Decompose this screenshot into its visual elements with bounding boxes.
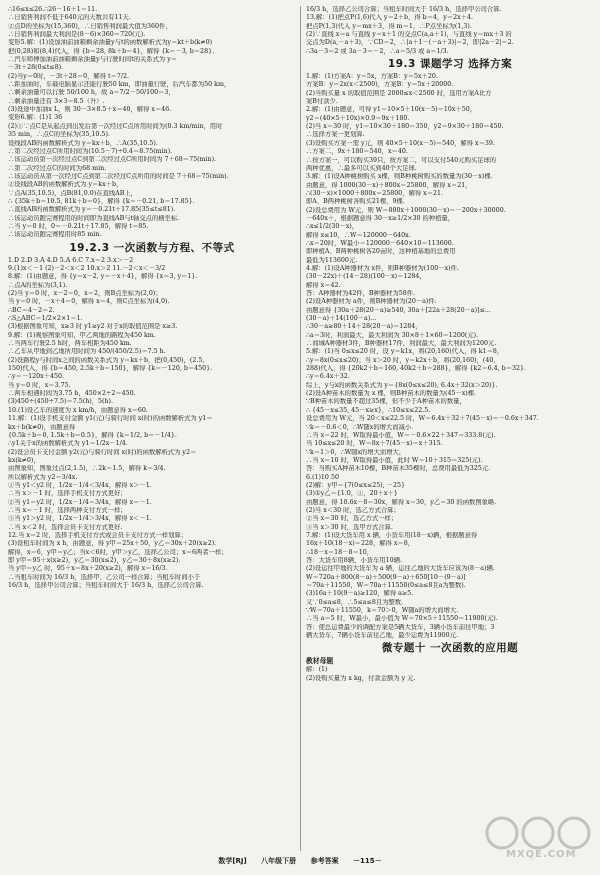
answer-line: ∴当租车时间为 16/3 h，选择甲、乙公司一样合算；当租车时间小于 (8, 573, 201, 581)
answer-line: ②点D的坐标为(15,360)，∴日销售利润最大值为360件， (8, 22, 172, 30)
footer-label: 参考答案 (310, 857, 339, 865)
answer-line: 即 y甲＝95＋x(x≥2)，y乙＝30(x≤2)，y乙＝30＋8x(x≥2). (8, 557, 181, 564)
answer-line: －3t＋28(0≤t≤8). (8, 64, 64, 72)
answer-line: (3)①y乙＝{1.0，①，20＋x＋} (306, 490, 398, 498)
answer-line: ∴当 x＝10 时，W取得最小值，此时 W＝10＋315＝325(元). (306, 456, 483, 464)
answer-line: ∴当 y＝0 时，0＝－0.21t＋17.85，解得 t＝85. (8, 222, 149, 230)
answer-line: 由题意得 {30a＋28(20－a)≥540, 30a＋[22a＋28(20－a)]≤... (306, 306, 491, 314)
answer-line: ∴按方案一，可以购买39只，按方案二，可以支付540元购买足球的 (306, 156, 497, 164)
answer-line: (2)当购买量 x 的取值范围是 2000≤x＜2500 时，选用方案A比方 (306, 89, 492, 97)
answer-line: y2＝(40×5＋10x)×0.9＝9x＋180. (306, 114, 410, 122)
answer-line: 由题意，得 10.6x－8＝30x，解得 x＝30，y乙＝30 的函数图象略. (306, 498, 497, 506)
answer-line: 5.解：(1)当 0≤x≤20 时，设 y＝k1x，将(20,160)代入，得 k1＝8， (306, 348, 504, 356)
answer-line: (2)设A种苗木的数量为 x 棵，则B种苗木的数量为(45－x)棵. (306, 390, 477, 398)
answer-line: ②当 x＝30 时，选乙方式一样； (306, 515, 398, 523)
answer-line: ∴距加油时，车载电脑显示还能行驶50 km，即油量行驶，后汽车都为50 km， (8, 81, 231, 89)
answer-line: ∴两车相遇时间为3.75 h，450×2÷2＝450. (8, 390, 136, 398)
answer-line: (3)设租车时间为 x h，由题意，得 y甲＝25x＋50，y乙＝30x＋20(x≥2). (8, 540, 217, 548)
footer-subject: 数学[RJ] (218, 857, 247, 865)
answer-line: 所以解析式为 y2＝3/4x. (8, 473, 78, 481)
watermark-logo (484, 815, 592, 867)
right-column (306, 6, 594, 683)
answer-line: 10.(1)设乙车的速度为 x km/h，由题意得 x＝60. (8, 406, 148, 414)
answer-line: ∴x≤1/2(30－x)， (306, 223, 359, 231)
answer-line: ∴ {35k＋b＝10.5, 81k＋b＝0}，解得 {k＝－0.21, b＝17.85}. (8, 197, 195, 205)
answer-line: ∴该运动员第一次经过点C到第二次经过点C所用时间为 7＋68＝75(min). (8, 156, 217, 164)
answer-line: (3)设途中加油x L，则 30－3×8.5＋x＝40，解得 x＝46. (8, 106, 172, 114)
answer-line: 150)代入，得 {b＝450, 2.5k＋b＝150}，解得 {k＝－120, b＝450}. (8, 365, 213, 373)
answer-line: 答：A种器材为42件，B种器材为58件. (306, 290, 416, 297)
answer-line: 11.解：(1)设手机支付金额 y1(元)与骑行时间 x(时)的函数解析式为 y1＝ (8, 415, 213, 423)
answer-line: 9.(1)x＜－1 (2)－2＜x＜2 10.x＞2 11.－2＜x＜－3/2 (8, 264, 166, 272)
answer-line: ∴y＝－120x＋450. (8, 373, 65, 381)
answer-line: 1.解：(1)方案A：y＝5x，方案B：y＝5x＋20. (306, 73, 438, 81)
answer-line: (2)当 y＝0 时，x－2＝0，x＝2，则B点坐标为(2,0)； (8, 290, 162, 297)
answer-line: 由图象知，图象过点(2,1.5)，∴2k＝1.5，解得 k＝3/4. (8, 465, 166, 473)
answer-line: ∴当 a＝5 时，W最小，最小值为 W＝70×5＋11550＝11900(元). (306, 615, 498, 623)
answer-line: ∴日销售利润不低于640元的天数共有11天. (8, 14, 131, 22)
answer-line: 答：使总运费最少的调配方案是5辆大货车，3辆小货车前往甲地；3 (306, 623, 495, 631)
answer-line: kx(k≠0)， (8, 456, 40, 464)
answer-line: ∴a＝3时，利润最大，最大利润为 30×8＋1×60＝1200(元). (306, 331, 479, 339)
answer-line: ③当 y1＞y2 时，1/2x－1/4＞3/4x，解得 x＜－1. (8, 515, 152, 523)
answer-line: ③当 x＞30 时，选甲方式合算. (306, 523, 393, 531)
answer-line: (2)设购买量为 x kg，付款金额为 y 元. (306, 674, 416, 682)
answer-line: ∵点A(35,10.5)，点B(81,0.0)在直线AB上， (8, 189, 137, 197)
answer-line: 解：(1) (306, 666, 328, 674)
answer-line: 最低为113600元. (306, 256, 358, 264)
answer-line: 16x＋10(18－x)＝228，解得 x＝8， (306, 540, 415, 548)
left-column (8, 6, 296, 590)
section-title-1923: 19.2.3 一次函数与方程、不等式 (69, 241, 235, 254)
answer-line: 3.解：(1)设A种桃树购买 x棵，则B种桃树购买的数量为(30－x)棵. (306, 173, 493, 181)
answer-line: ∴该运动员从第一次经过C点到第二次经过C点所用的时间是 7＋68＝75(min). (8, 172, 229, 180)
answer-line: 答：当购买A种苗木10棵，B种苗木35棵时，总费用最低为325元. (306, 465, 491, 473)
answer-line: 当 y＝0 时，x＝3.75. (8, 381, 71, 389)
subsection-title: 教材母题 (306, 657, 334, 666)
answer-line: ＝70a＋11550，W＝70a＋11550(0≤a≤8且a为整数). (306, 582, 466, 590)
answer-line: ∴当 x＝－1 时，选择两种支付方式一样； (8, 506, 127, 514)
answer-line: 当 10≤x≤20 时，W＝8x＋7(45－x)＝x＋315. (306, 440, 443, 448)
answer-line: 16/3 h，选择甲公司合算；当租车时间大于 16/3 h，选择乙公司合算. (8, 582, 204, 590)
answer-line: (2)∵直线 x＝a 与直线 y＝x＋1 的交点C(a,a＋1)，与直线 y＝mx＋3 的 (306, 31, 512, 39)
answer-line: －640x＋，根据题意得 30－x≥1/2×30 的种植量， (306, 214, 454, 222)
answer-line: 13.解：(1)把点P(1,6)代入 y＝2＋b，得 b＝4，y＝2x＋4. (306, 14, 474, 22)
answer-line: ∵k＝1＞0，∴W随x的增大而增大， (306, 448, 406, 456)
answer-line: 变形6.解：(1)1 36 (8, 114, 63, 122)
answer-line: 把(0,28)和(8,4)代入，得 {b＝28, 8k＋b＝4}，解得 {k＝－3, b＝28}. (8, 47, 215, 55)
answer-line: ∵W＝70a＋11550，k＝70＞0，W随a的增大而增大. (306, 607, 459, 615)
answer-line: 辆大货车，7辆小货车前往乙地，最少运费为11900元. (306, 632, 458, 640)
answer-line: 6.(1)10 50 (306, 473, 339, 481)
answer-line: ∴(30－x)×1000＋800x＝25800，解得 x＝21. (306, 189, 444, 197)
section-title-193: 19.3 课题学习 选择方案 (387, 58, 513, 71)
answer-line: 案B付款少. (306, 98, 338, 106)
answer-line: 把点P(1,3)代入 y＝mx＋3，得 m＝1，∴P点坐标为(1,3). (306, 22, 472, 30)
answer-line: ②当 y1＝y2 时，1/2x－1/4＝3/4x，解得 x＝－1. (8, 498, 152, 506)
answer-line: 设总费用为 W元，当 20＜x≤22.5 时，W＝6.4x＋32＋7(45－x)＝－0.6x＋347. (306, 415, 539, 423)
answer-line: (2)设A种器材为 a件，则B种器材为(20－a)件. (306, 298, 437, 306)
answer-line: 解得 x≤10，∴W＝120000－640x. (306, 231, 411, 239)
answer-line: 35 min，∴点C的坐标为(35,10.5). (8, 131, 110, 139)
answer-line: ∴当 x＝22 时，W取得最小值，W＝－0.6×22＋347＝333.8(元). (306, 431, 496, 439)
watermark-logo-icon (484, 815, 592, 851)
answer-line: ∴剩余油量还有 3×3＝8.5（升）. (8, 97, 105, 105)
answer-line: 解得，x＝6，y甲＝y乙；当x＜6时，y甲＞y乙，选择乙公司；x＝6两者一样； (8, 548, 228, 556)
answer-line: ∴BC＝4－2＝2. (8, 306, 55, 314)
answer-line: W＝720a＋800(8－a)＋500(9－a)＋650[10－(9－a)] (306, 573, 466, 581)
answer-line: 当 y＝0 时，－x＋4＝0，解得 x＝4，则C点坐标为(4,0). (8, 298, 170, 306)
answer-line: 又∵0≤a≤8，∴5≤a≤8且为整数. (306, 598, 404, 606)
answer-line: ∴乙车从甲地到乙地所用时间为 450/(450/2.5)＝7.5 h. (8, 348, 166, 356)
answer-line: 16/3 h，选择乙公司合算；当租车时间大于 16/3 h，选择甲公司合算. (306, 6, 502, 13)
answer-line: ∵B种苗木的数量不超过35棵，但不少于A种苗木的数量， (306, 398, 466, 406)
answer-line: ∴当 x＞－1 时，选择手机支付方式更好； (8, 490, 127, 498)
answer-line: (2)当 x＝30 时，y1＝10×30＋180＝350，y2＝9×30＋180＝450. (306, 123, 504, 131)
answer-line: (2)设会员卡支付金额 y2(元)与骑行时间 x(时)的函数解析式为 y2＝ (8, 448, 197, 456)
answer-line: ∴y1关于x的函数解析式为 y1＝1/2x－1/4. (8, 440, 128, 448)
answer-line: ∴16≤x≤26.∴26－16＋1＝11. (8, 6, 98, 13)
footer-page-number: －115－ (353, 857, 382, 865)
answer-line: (3)设购买方案一需 y元，则 40×5＋10(x－5)＝540，解得 x＝39. (306, 139, 495, 147)
answer-line: 即种植A、B两种桃树各20亩时，这种植基地的总费用 (306, 248, 456, 256)
answer-line: ∴直线AB的函数解析式为 y＝－0.21t＋17.85(35≤t≤81). (8, 206, 176, 214)
answer-line: 方案B：y＝2x(x＜2500)，方案B：y＝5x＋20000. (306, 81, 454, 89)
answer-line: (2)解：y甲＝{7(0≤x≤25), －25} (306, 481, 406, 489)
answer-line: 2.解：(1)由题意，可得 y1＝10×5＋10(x－5)＝10x＋50， (306, 106, 477, 114)
answer-line: ①当 y1＜y2 时，1/2x－1/4＜3/4x，解得 x＞－1. (8, 481, 152, 489)
answer-line: 变形5.解：(1)设加油前油箱剩余油量y与t的函数解析式为y＝kt＋b(k≠0) (8, 39, 213, 47)
answer-line: 4.解：(1)设A种器材为 x件，则B种器材为(100－x)件. (306, 264, 459, 272)
answer-line: 7.解：(1)设大货车用 x 辆，小货车用(18－x)辆，根据题意得 (306, 531, 478, 539)
answer-line: 解得 x＝42. (306, 281, 341, 289)
answer-line: (2)当 x＜30 时，选乙方式合算； (306, 506, 400, 514)
answer-line: (2)①∵点C是从起点到出发后第一次经过C点所用时间为(0.3 km/min，用时 (8, 122, 223, 130)
answer-line: ∴当 x＜2 时，选择会员卡支付方式更好. (8, 523, 123, 531)
answer-line: (3)450÷(450÷7.5)＝7.5(h)，5(h). (8, 398, 113, 406)
answer-line: (2)设总费用为 W元，则 W＝800x＋1000(30－x)＝－200x＋30000. (306, 206, 506, 214)
watermark-url: MXQE.COM (506, 849, 577, 860)
answer-line: ∴该运动员跑完赛程用时85 min. (8, 231, 102, 239)
answer-line: (30－a)＋14(100－a)... (306, 315, 377, 323)
answer-line: ∴当两车行驶2.5 h时，两车相距为450 km. (8, 340, 132, 348)
answer-line: ∵k＝－0.6＜0，∴W随x的增大而减小. (306, 423, 414, 431)
answer-line: (2)当y＝0时，－3t＋28＝0，解得 t＝7/2. (8, 72, 129, 80)
answer-line: (30－22x)＋(14－28)(100－x)＝1284， (306, 273, 426, 281)
answer-line: ②设线段AB的函数解析式为 y＝kx＋b， (8, 181, 123, 189)
answer-line: 8.解：(1)由题意，得 {y＝x－2, y＝－x＋4}，解得 {x＝3, y＝1}. (8, 273, 198, 281)
column-divider (300, 6, 301, 851)
answer-line: ∴y＝6.4x＋32. (306, 373, 350, 381)
answer-line: {0.5k＋b＝0, 1.5k＋b＝0.5}，解得 {k＝1/2, b＝－1/4}. (8, 431, 177, 439)
answer-line: ∴点A的坐标为(3,1). (8, 281, 68, 289)
answer-line: ∴汽车师傅加油前油箱剩余油量y与行驶时间t的关系式为 y＝ (8, 56, 178, 64)
answer-line: 综上，y与x的函数关系式为 y＝{8x(0≤x≤20), 6.4x＋32(x＞20)}. (306, 381, 498, 389)
answer-line: 答：大货车用8辆，小货车用10辆. (306, 557, 402, 564)
answer-line: 设线段AB的函数解析式为 y＝kx＋b，∴A(35,10.5). (8, 139, 158, 147)
answer-line: ∴方案二，9x＋180＝540，x＝40. (306, 148, 408, 156)
answer-line: ∴30－a≥80＋14＋28(20－a)＝1284， (306, 323, 422, 331)
answer-line: (2)设路程y与时间x之间的函数关系式为 y＝kx＋b，把(0,450)，(2.5, (8, 356, 205, 364)
answer-line: ∴x＝20时，W最小＝120000－640×10＝113600. (306, 239, 454, 247)
answer-line: 交点为D(a,－a＋3)，∵CD＝2，∴|a＋1－(－a＋3)|＝2，即|2a－2|＝2. (306, 39, 514, 47)
answer-line: ∴3a－3＝2 或 3a－3＝－2，∴a＝5/3 或 a＝1/3. (306, 47, 449, 55)
answer-line: kx＋b(k≠0)，由题意得 (8, 423, 76, 431)
answer-line: ∴商城A种器材3件，B种器材17件，利润最大，最大利润为1200元. (306, 340, 497, 348)
answer-line: 当 y甲＝y乙 时，95＋x＝8x＋20(x≥2)，解得 x＝16/3. (8, 565, 168, 573)
answer-line: ∴该运动员跑完赛程用的时间即为直线AB与t轴交点的横坐标. (8, 214, 180, 222)
answer-line: 288)代入，得 {20k2＋b＝160, 40k2＋b＝288}，解得 {k2＝6.4, b＝32}. (306, 365, 527, 373)
answer-line: 两种优惠，∴最多可以买到40个大足球. (306, 164, 417, 172)
answer-line: ∴日销售利润最大利润是(8－6)×360＝720(元). (8, 31, 146, 39)
answer-line: ∴第二次经过点C的时间为68 min. (8, 164, 107, 172)
section-title-micro: 微专题十 一次函数的应用题 (381, 642, 519, 655)
answer-line: 即A、B两种桃树各购买21棵，9棵. (306, 198, 405, 206)
footer-grade: 八年级下册 (261, 857, 297, 865)
answer-line: ∴ {45－x≤35, 45－x≥x}，∴10≤x≤22.5. (306, 406, 431, 414)
answer-line: ∴选择方案一更划算. (306, 131, 365, 139)
answer-line: ∴S△ABC＝1/2×2×1＝1. (8, 315, 83, 323)
answer-line: 由题意，得 1000(30－x)＋800x＝25800，解得 x＝21， (306, 181, 472, 189)
answer-line: ∴第二次经过点C所用时间为(10.5－7)÷0.4＝8.75(min). (8, 147, 173, 155)
answer-line: 9.解：(1)观察图象可知，甲乙两地的路程为450 km. (8, 331, 156, 339)
answer-line: ∴剩余油量可以行驶 50/100 h，故 a＝7/2－50/100＝3， (8, 89, 175, 97)
answer-line: (2)设运往甲地的大货车为 a 辆，运往乙地的大货车应该为(8－a)辆. (306, 565, 495, 573)
answer-line: (3)根据图象可知，x≥3 时 y1≥y2 对于x的取值范围是 x≥3. (8, 323, 178, 331)
answer-line: 12.当 x＝2 时，选择手机支付方式或会员卡支付方式一样划算； (8, 531, 187, 539)
answer-line: 1.D 2.D 3.A 4.D 5.A 6.C 7.x＝2 3.x＞－2 (8, 256, 134, 264)
answer-line: (3)16a＋10(9－a)≥120，解得 a≥5. (306, 590, 414, 598)
answer-line: ∴y＝8x(0≤x≤20)；当 x＞20 时，y＝k2x＋b，将(20,160)，(40, (306, 356, 496, 364)
answer-line: ∴18－x＝18－8＝10， (306, 548, 374, 556)
